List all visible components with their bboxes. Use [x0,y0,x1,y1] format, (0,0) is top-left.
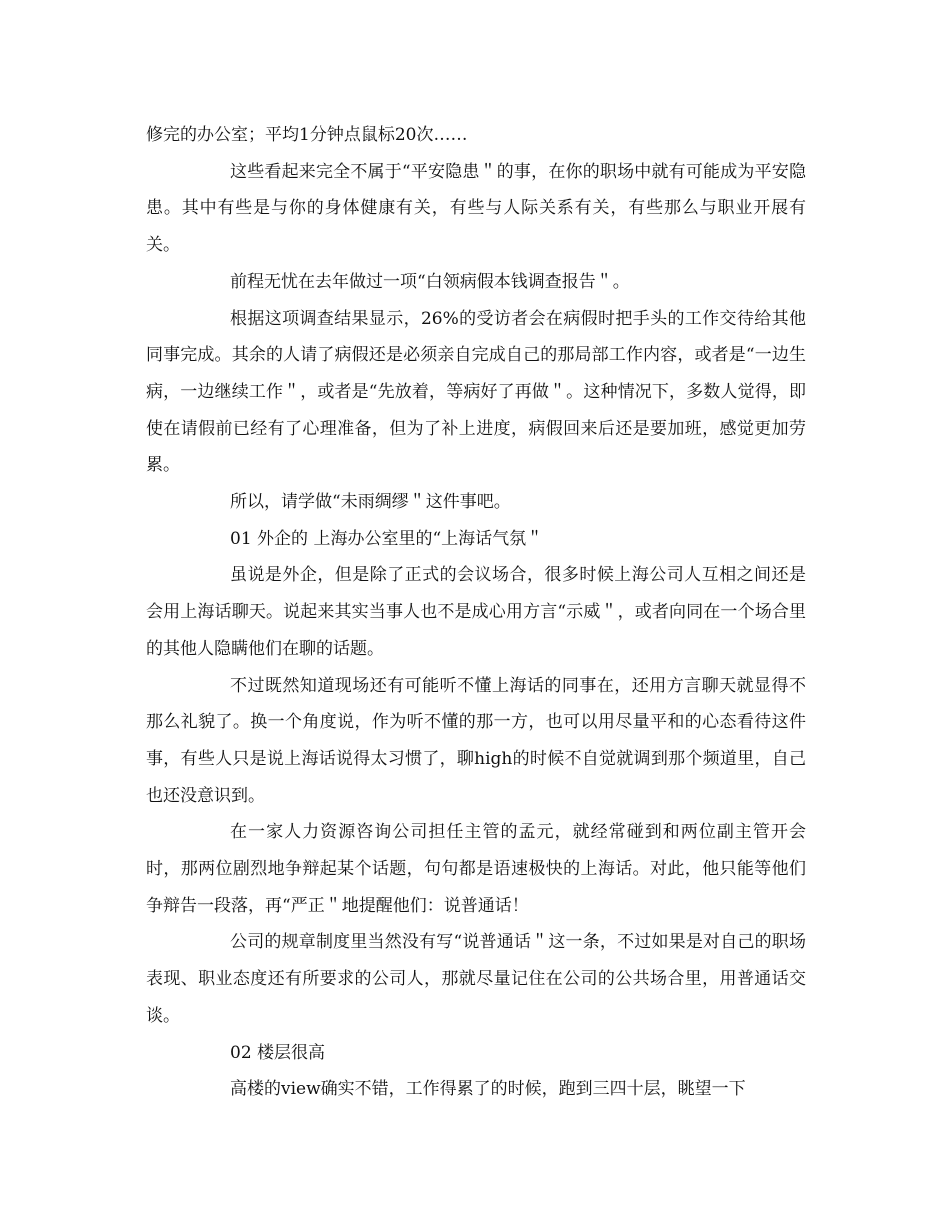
paragraph-shanghainese-chat: 虽说是外企，但是除了正式的会议场合，很多时候上海公司人互相之间还是会用上海话聊天。说起来其实当事人也不是成心用方言“示威＂，或者向同在一个场合里的其他人隐瞒他们在聊的话题。 [146,565,806,659]
paragraph-safety-hazards: 这些看起来完全不属于“平安隐患＂的事，在你的职场中就有可能成为平安隐患。其中有些是与你的身体健康有关，有些与人际关系有关，有些那么与职业开展有关。 [146,161,806,256]
paragraph-politeness: 不过既然知道现场还有可能听不懂上海话的同事在，还用方言聊天就显得不那么礼貌了。换一个角度说，作为听不懂的那一方，也可以用尽量平和的心态看待这件事，有些人只是说上海话说得太习惯了，聊high的时候不自觉就调到那个频道里，自己也还没意识到。 [146,675,806,806]
paragraph-survey-results: 根据这项调查结果显示，26%的受访者会在病假时把手头的工作交待给其他同事完成。其余的人请了病假还是必须亲自完成自己的那局部工作内容，或者是“一边生病，一边继续工作＂，或者是“先放着，等病好了再做＂。这种情况下，多数人觉得，即使在请假前已经有了心理准备，但为了补上进度，病假回来后还是要加班，感觉更加劳累。 [146,308,806,476]
paragraph-prepare: 所以，请学做“未雨绸缪＂这件事吧。 [230,492,511,513]
section-heading-01: 01 外企的 上海办公室里的“上海话气氛＂ [230,528,544,549]
section-heading-02: 02 楼层很高 [230,1042,326,1063]
paragraph-continuation: 修完的办公室；平均1分钟点鼠标20次…… [146,125,468,145]
paragraph-survey-report: 前程无忧在去年做过一项“白领病假本钱调查报告＂。 [230,271,630,292]
document-body [146,117,806,1108]
paragraph-company-rules: 公司的规章制度里当然没有写“说普通话＂这一条，不过如果是对自己的职场表现、职业态度还有所要求的公司人，那就尽量记住在公司的公共场合里，用普通话交谈。 [146,932,806,1026]
paragraph-high-floor: 高楼的view确实不错，工作得累了的时候，跑到三四十层，眺望一下 [230,1079,746,1100]
paragraph-meng-yuan: 在一家人力资源咨询公司担任主管的孟元，就经常碰到和两位副主管开会时，那两位剧烈地争辩起某个话题，句句都是语速极快的上海话。对此，他只能等他们争辩告一段落，再“严正＂地提醒他们：说普通话！ [146,822,806,916]
